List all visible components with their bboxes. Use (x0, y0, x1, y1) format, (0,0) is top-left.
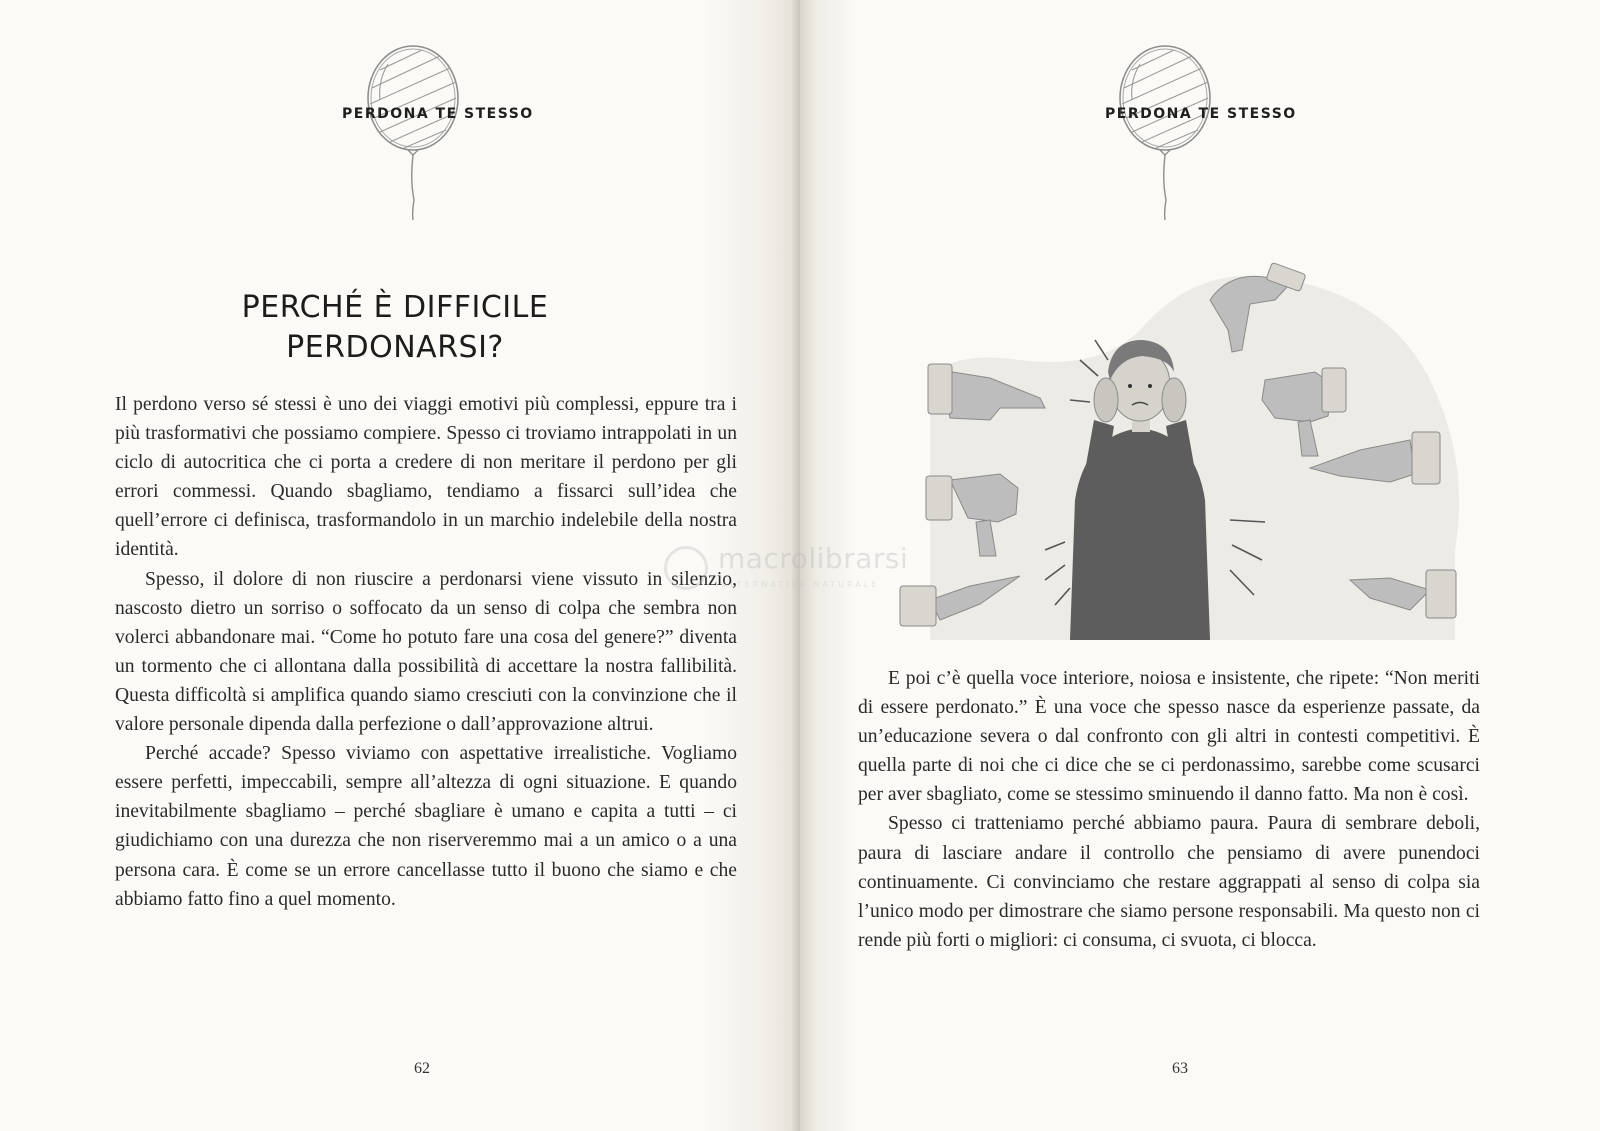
watermark-tagline: ALTERNATIVA NATURALE (722, 580, 880, 589)
paragraph: Perché accade? Spesso viviamo con aspettative irrealistiche. Vogliamo essere perfetti, impeccabili, sempre all’altezza di ogni situazione. E quando inevitabilmente sbagliamo – perché sbagliare è umano e capita a tutti – ci giudichiamo con una durezza che non riserveremmo mai a un amico o a una persona cara. È come se un errore cancellasse tutto il buono che siamo e che abbiamo fatto fino a quel momento. (115, 743, 737, 910)
page-number: 62 (414, 1060, 430, 1077)
chapter-title (150, 288, 640, 368)
running-head: PERDONA TE STESSO (342, 106, 534, 122)
watermark (660, 540, 960, 600)
page-number: 63 (1172, 1060, 1188, 1077)
running-head: PERDONA TE STESSO (1105, 106, 1297, 122)
watermark-logo-icon (664, 546, 708, 590)
left-body-text (115, 390, 737, 914)
chapter-title-line-1: PERCHÉ È DIFFICILE (241, 290, 549, 325)
paragraph: E poi c’è quella voce interiore, noiosa e insistente, che ripete: “Non meriti di essere perdonato.” È una voce che spesso nasce da esperienze passate, da un’educazione severa o dal confronto con gli altri in contesti competitivi. È quella parte di noi che ci dice che se ci perdonassimo, sarebbe come scusarci per aver sbagliato, come se stessimo sminuendo il danno fatto. Ma non è così. (858, 668, 1480, 806)
balloon-icon (1110, 40, 1220, 220)
paragraph: Il perdono verso sé stessi è uno dei viaggi emotivi più complessi, eppure tra i più trasformativi che possiamo compiere. Spesso ci troviamo intrappolati in un ciclo di autocritica che ci porta a credere di non meritare il perdono per gli errori commessi. Quando sbagliamo, tendiamo a fissarci sull’idea che quell’errore ci definisca, trasformandolo in un marchio indelebile della nostra identità. (115, 394, 737, 561)
illustration-pointing-hands (870, 260, 1470, 640)
paragraph: Spesso ci tratteniamo perché abbiamo paura. Paura di sembrare deboli, paura di lasciare andare il controllo che pensiamo di avere punendoci continuamente. Ci convinciamo che restare aggrappati al senso di colpa sia l’unico modo per dimostrare che siamo persone responsabili. Ma questo non ci rende più forti o migliori: ci consuma, ci svuota, ci blocca. (858, 813, 1480, 951)
watermark-text: macrolibrarsi (718, 542, 909, 575)
right-body-text (858, 664, 1480, 955)
chapter-title-line-2: PERDONARSI? (286, 330, 504, 365)
paragraph: Spesso, il dolore di non riuscire a perdonarsi viene vissuto in silenzio, nascosto dietro un sorriso o soffocato da un senso di colpa che sembra non volerci abbandonare mai. “Come ho potuto fare una cosa del genere?” diventa un tormento che ci allontana dalla possibilità di accettare la nostra fallibilità. Questa difficoltà si amplifica quando siamo cresciuti con la convinzione che il valore personale dipenda dalla perfezione o dall’approvazione altrui. (115, 568, 737, 736)
balloon-icon (358, 40, 468, 220)
